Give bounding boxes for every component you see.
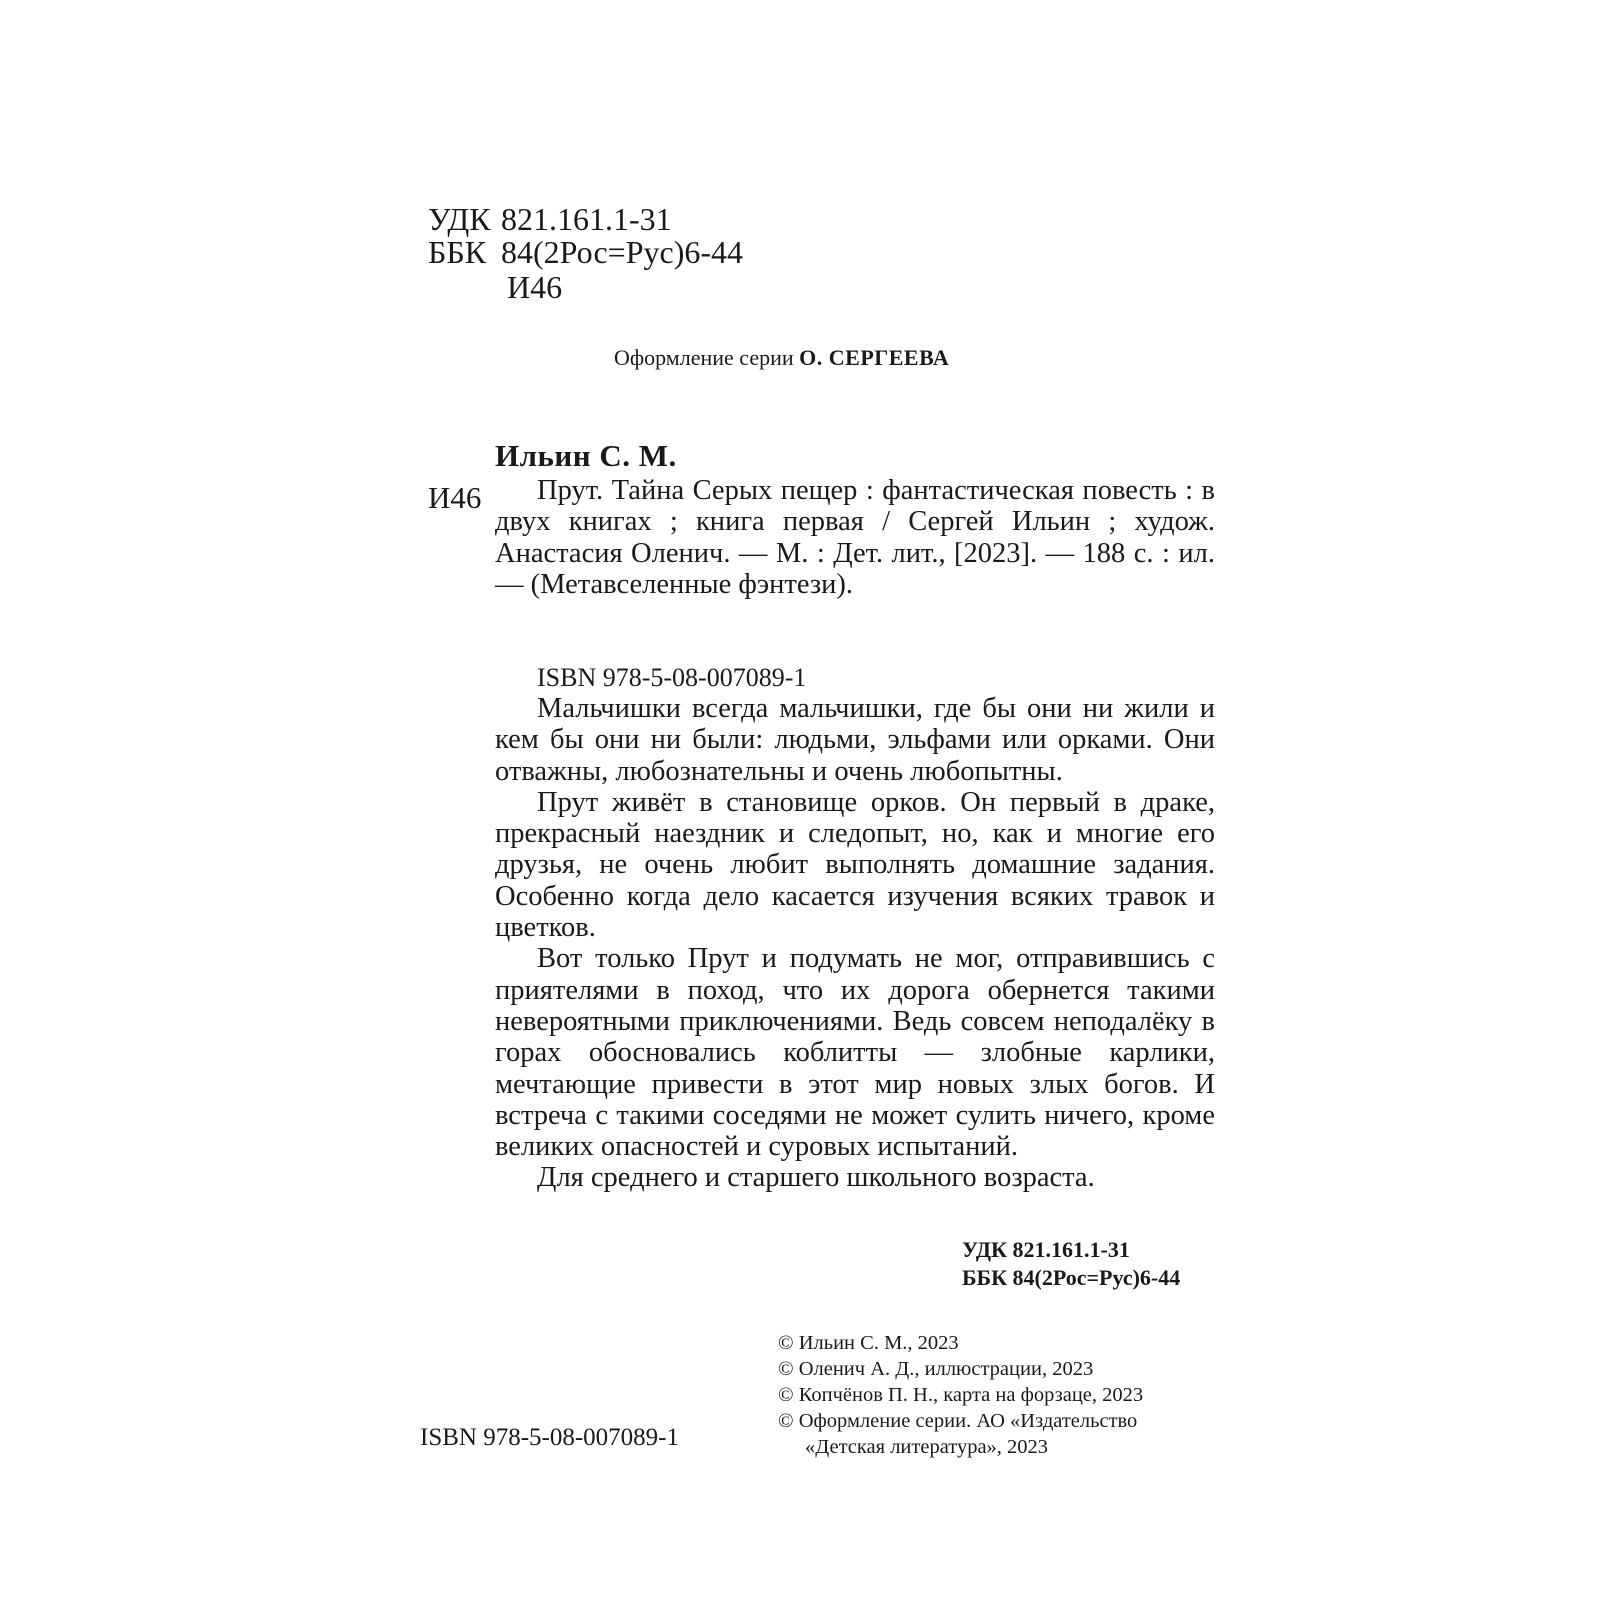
annotation-paragraph: Прут живёт в становище орков. Он первый в драке, прекрасный наездник и следопыт, но, как и многие его друзья, не очень любит выполнять домашние задания. Особенно когда дело касается изучения всяких травок и цветков. <box>495 786 1215 944</box>
udk-line <box>428 203 672 236</box>
copyright-line: «Детская литература», 2023 <box>805 1436 1049 1458</box>
series-design-credit <box>614 345 949 371</box>
author-mark-left: И46 <box>428 480 482 515</box>
author-mark-top: И46 <box>507 269 563 305</box>
series-designer-name: О. СЕРГЕЕВА <box>799 345 950 370</box>
udk-bottom: УДК 821.161.1-31 <box>962 1237 1130 1262</box>
copyright-line: © Оленич А. Д., иллюстрации, 2023 <box>778 1358 1094 1380</box>
series-design-label: Оформление серии <box>614 345 794 370</box>
isbn-main: ISBN 978-5-08-007089-1 <box>537 663 807 692</box>
annotation-paragraph: Для среднего и старшего школьного возраста. <box>537 1162 1095 1194</box>
bbk-value: 84(2Рос=Рус)6-44 <box>501 234 744 270</box>
author-heading: Ильин С. М. <box>495 438 677 473</box>
udk-label: УДК <box>428 201 491 237</box>
udk-value: 821.161.1-31 <box>501 201 672 237</box>
copyright-line: © Ильин С. М., 2023 <box>778 1332 959 1354</box>
bbk-bottom: ББК 84(2Рос=Рус)6-44 <box>962 1265 1181 1290</box>
isbn-bottom: ISBN 978-5-08-007089-1 <box>420 1424 680 1451</box>
bibliographic-description: Прут. Тайна Серых пещер : фантастическая повесть : в двух книгах ; книга первая / Сергей Ильин ; худож. Анастасия Оленич. — М. : Дет. лит., [2023]. — 188 с. : ил. — (Метавселенные фэнтези). <box>495 475 1215 600</box>
copyright-line: © Копчёнов П. Н., карта на форзаце, 2023 <box>778 1384 1144 1406</box>
copyright-line: © Оформление серии. АО «Издательство <box>778 1410 1138 1432</box>
bbk-label: ББК <box>428 234 487 270</box>
bbk-line <box>428 236 743 269</box>
annotation-paragraph: Мальчишки всегда мальчишки, где бы они ни жили и кем бы они ни были: людьми, эльфами или орками. Они отважны, любознательны и очень любопытны. <box>495 693 1215 787</box>
annotation <box>495 693 1215 1194</box>
annotation-paragraph: Вот только Прут и подумать не мог, отправившись с приятелями в поход, что их дорога обернется такими невероятными приключениями. Ведь совсем неподалёку в горах обосновались коблитты — злобные карлики, мечтающие привести в этот мир новых злых богов. И встреча с такими соседями не может сулить ничего, кроме великих опасностей и суровых испытаний. <box>495 943 1215 1163</box>
